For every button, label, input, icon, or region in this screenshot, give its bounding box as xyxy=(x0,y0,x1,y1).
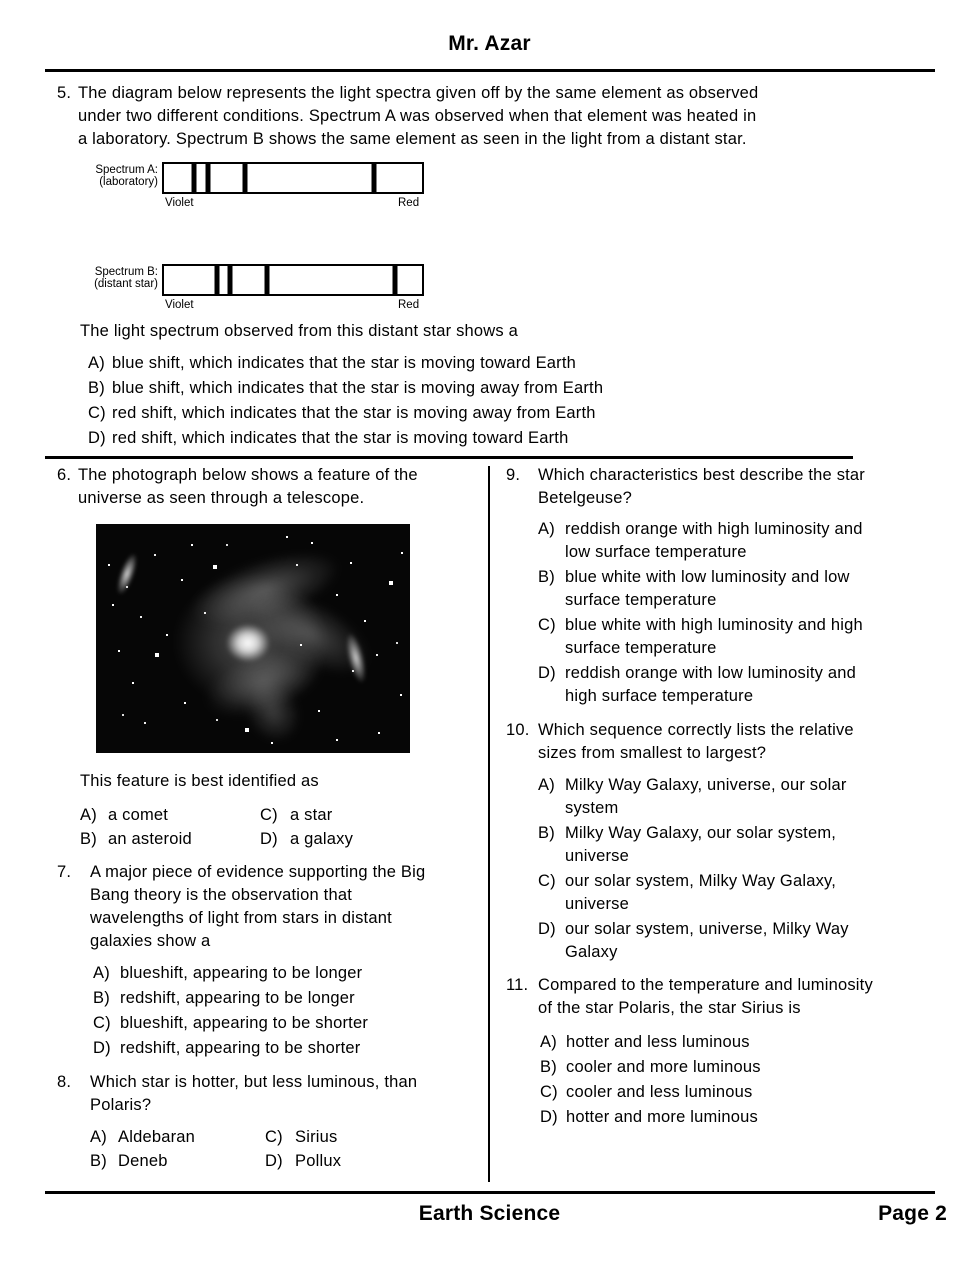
option-text-continuation: universe xyxy=(565,895,629,913)
question-5-options xyxy=(88,351,603,451)
option-text: blueshift, appearing to be longer xyxy=(120,964,363,982)
option-text: cooler and more luminous xyxy=(566,1058,761,1076)
question-7-options xyxy=(93,961,368,1061)
footer-page-number: Page 2 xyxy=(878,1202,947,1225)
option-text: a galaxy xyxy=(290,830,354,848)
stem-line: Betelgeuse? xyxy=(538,489,632,507)
stem-line: of the star Polaris, the star Sirius is xyxy=(538,999,801,1017)
option-row xyxy=(538,614,863,637)
option-letter: A) xyxy=(93,964,110,982)
option-text: reddish orange with low luminosity and xyxy=(565,664,857,682)
option-letter: D) xyxy=(260,830,278,848)
option-letter: C) xyxy=(260,806,278,824)
option-letter: B) xyxy=(80,830,97,848)
option-text: blue white with high luminosity and high xyxy=(565,616,863,634)
option-row xyxy=(538,918,849,941)
option-text: Sirius xyxy=(295,1128,338,1146)
option-letter: B) xyxy=(538,824,555,842)
spectrum-b-violet-label: Violet xyxy=(165,299,194,311)
option-text: blue shift, which indicates that the star is moving toward Earth xyxy=(112,354,577,372)
stem-line: Compared to the temperature and luminosity xyxy=(538,976,873,994)
galaxy-photo xyxy=(96,524,410,753)
option-block xyxy=(538,518,863,564)
option-text: Aldebaran xyxy=(118,1128,196,1146)
question-5-stem2: The light spectrum observed from this distant star shows a xyxy=(80,322,519,340)
stem-line: A major piece of evidence supporting the Big xyxy=(90,863,426,881)
option-text: blueshift, appearing to be shorter xyxy=(120,1014,369,1032)
option-letter: C) xyxy=(88,404,106,422)
option-block xyxy=(538,614,863,660)
option-text: red shift, which indicates that the star is moving toward Earth xyxy=(112,429,569,447)
spectrum-b-box xyxy=(162,264,424,296)
spectrum-b-red-label: Red xyxy=(398,299,420,311)
stem-line: Which characteristics best describe the star xyxy=(538,466,866,484)
option-letter: C) xyxy=(93,1014,111,1032)
star-cluster xyxy=(113,551,141,597)
question-10-options xyxy=(538,774,849,966)
spectrum-a-label-line2: (laboratory) xyxy=(99,176,158,188)
option-row xyxy=(88,376,603,401)
option-row xyxy=(90,1149,341,1173)
option-block xyxy=(538,918,849,964)
question-6-stem xyxy=(78,464,418,510)
option-row xyxy=(540,1055,761,1080)
question-8-stem xyxy=(90,1071,417,1117)
option-text: Milky Way Galaxy, our solar system, xyxy=(565,824,837,842)
option-letter: B) xyxy=(540,1058,557,1076)
footer-course-title: Earth Science xyxy=(418,1202,561,1225)
question-11-options xyxy=(540,1030,761,1130)
option-text: redshift, appearing to be longer xyxy=(120,989,355,1007)
spectrum-a-label xyxy=(86,164,158,188)
option-text-continuation: Galaxy xyxy=(565,943,618,961)
spectral-line-bar xyxy=(265,266,270,294)
stem-line: under two different conditions. Spectrum A was observed when that element was heated in xyxy=(78,107,757,125)
option-text: a comet xyxy=(108,806,169,824)
option-letter: D) xyxy=(538,920,556,938)
option-letter: C) xyxy=(265,1128,283,1146)
option-letter: C) xyxy=(538,616,556,634)
option-text: Deneb xyxy=(118,1152,168,1170)
option-text-continuation: high surface temperature xyxy=(565,687,754,705)
option-letter: A) xyxy=(90,1128,107,1146)
spectrum-a-label-line1: Spectrum A: xyxy=(95,164,158,176)
option-row xyxy=(80,827,353,851)
option-row xyxy=(88,351,603,376)
spectrum-a-red-label: Red xyxy=(398,197,420,209)
stem-line: Polaris? xyxy=(90,1096,152,1114)
option-text: our solar system, Milky Way Galaxy, xyxy=(565,872,837,890)
option-text: cooler and less luminous xyxy=(566,1083,753,1101)
option-row xyxy=(93,961,368,986)
option-row xyxy=(93,986,368,1011)
spectrum-b-label xyxy=(86,266,158,290)
option-row xyxy=(540,1080,761,1105)
option-row xyxy=(540,1105,761,1130)
option-row xyxy=(80,803,353,827)
stem-line: Which star is hotter, but less luminous, than xyxy=(90,1073,418,1091)
spectrum-b-bars xyxy=(164,266,422,294)
option-text-continuation: low surface temperature xyxy=(565,543,747,561)
stem-line: a laboratory. Spectrum B shows the same element as seen in the light from a distant star. xyxy=(78,130,747,148)
question-10-number: 10. xyxy=(506,721,530,739)
option-letter: B) xyxy=(90,1152,107,1170)
galaxy-core xyxy=(226,624,270,662)
option-text: a star xyxy=(290,806,333,824)
option-text: blue shift, which indicates that the star is moving away from Earth xyxy=(112,379,604,397)
option-letter: D) xyxy=(88,429,106,447)
option-row xyxy=(538,870,849,893)
option-letter: D) xyxy=(540,1108,558,1126)
option-text: our solar system, universe, Milky Way xyxy=(565,920,849,938)
option-letter: B) xyxy=(93,989,110,1007)
question-11-number: 11. xyxy=(506,976,529,994)
option-block xyxy=(538,566,863,612)
option-text-continuation: surface temperature xyxy=(565,591,717,609)
option-letter: A) xyxy=(538,776,555,794)
option-text: blue white with low luminosity and low xyxy=(565,568,850,586)
spectral-line-bar xyxy=(372,164,377,192)
spectrum-a-bars xyxy=(164,164,422,192)
spectrum-b-label-line2: (distant star) xyxy=(94,278,158,290)
stem-line: The photograph below shows a feature of the xyxy=(78,466,418,484)
spectral-line-bar xyxy=(393,266,398,294)
question-6-stem2: This feature is best identified as xyxy=(80,772,319,790)
spectral-line-bar xyxy=(206,164,211,192)
option-row xyxy=(538,774,849,797)
stem-line: universe as seen through a telescope. xyxy=(78,489,365,507)
stem-line: wavelengths of light from stars in distant xyxy=(90,909,392,927)
question-9-stem xyxy=(538,464,865,510)
option-row xyxy=(93,1036,368,1061)
question-7-stem xyxy=(90,861,425,953)
question-7-number: 7. xyxy=(57,863,72,881)
stem-line: Bang theory is the observation that xyxy=(90,886,352,904)
option-letter: D) xyxy=(538,664,556,682)
option-row xyxy=(538,518,863,541)
page-title: Mr. Azar xyxy=(448,32,531,55)
spectral-line-bar xyxy=(191,164,196,192)
option-row xyxy=(538,662,863,685)
option-row xyxy=(88,426,603,451)
stem-line: Which sequence correctly lists the relative xyxy=(538,721,854,739)
option-letter: D) xyxy=(93,1039,111,1057)
option-row xyxy=(93,1011,368,1036)
option-letter: B) xyxy=(88,379,105,397)
question-6-number: 6. xyxy=(57,466,72,484)
column-divider xyxy=(488,466,490,1182)
option-text: red shift, which indicates that the star is moving away from Earth xyxy=(112,404,596,422)
option-letter: A) xyxy=(88,354,105,372)
question-5-number: 5. xyxy=(57,84,72,102)
question-10-stem xyxy=(538,719,854,765)
option-letter: B) xyxy=(538,568,555,586)
header-rule xyxy=(45,69,935,72)
option-text-continuation: universe xyxy=(565,847,629,865)
option-text: Pollux xyxy=(295,1152,342,1170)
spectrum-b-label-line1: Spectrum B: xyxy=(94,266,158,278)
spectrum-a-box xyxy=(162,162,424,194)
option-row xyxy=(88,401,603,426)
spectrum-a-violet-label: Violet xyxy=(165,197,194,209)
option-letter: A) xyxy=(538,520,555,538)
option-row xyxy=(90,1125,341,1149)
question-8-options xyxy=(90,1125,341,1173)
spectral-line-bar xyxy=(215,266,220,294)
question-11-stem xyxy=(538,974,873,1020)
option-letter: C) xyxy=(538,872,556,890)
option-text: redshift, appearing to be shorter xyxy=(120,1039,361,1057)
option-text-continuation: surface temperature xyxy=(565,639,717,657)
question-8-number: 8. xyxy=(57,1073,72,1091)
option-letter: D) xyxy=(265,1152,283,1170)
option-letter: A) xyxy=(80,806,97,824)
footer-rule xyxy=(45,1191,935,1194)
option-text: Milky Way Galaxy, universe, our solar xyxy=(565,776,847,794)
question-5-stem xyxy=(78,82,758,151)
option-text: reddish orange with high luminosity and xyxy=(565,520,863,538)
section-separator-rule xyxy=(45,456,853,459)
spectral-line-bar xyxy=(243,164,248,192)
option-block xyxy=(538,662,863,708)
question-6-options xyxy=(80,803,353,851)
option-row xyxy=(538,822,849,845)
stem-line: The diagram below represents the light spectra given off by the same element as observed xyxy=(78,84,759,102)
question-9-number: 9. xyxy=(506,466,521,484)
spectral-line-bar xyxy=(227,266,232,294)
option-block xyxy=(538,822,849,868)
option-row xyxy=(538,566,863,589)
option-block xyxy=(538,774,849,820)
question-9-options xyxy=(538,518,863,710)
background-stars xyxy=(96,524,98,526)
option-text: an asteroid xyxy=(108,830,192,848)
option-text-continuation: system xyxy=(565,799,619,817)
stem-line: galaxies show a xyxy=(90,932,211,950)
option-letter: C) xyxy=(540,1083,558,1101)
option-row xyxy=(540,1030,761,1055)
option-block xyxy=(538,870,849,916)
stem-line: sizes from smallest to largest? xyxy=(538,744,767,762)
option-text: hotter and more luminous xyxy=(566,1108,758,1126)
option-text: hotter and less luminous xyxy=(566,1033,750,1051)
option-letter: A) xyxy=(540,1033,557,1051)
